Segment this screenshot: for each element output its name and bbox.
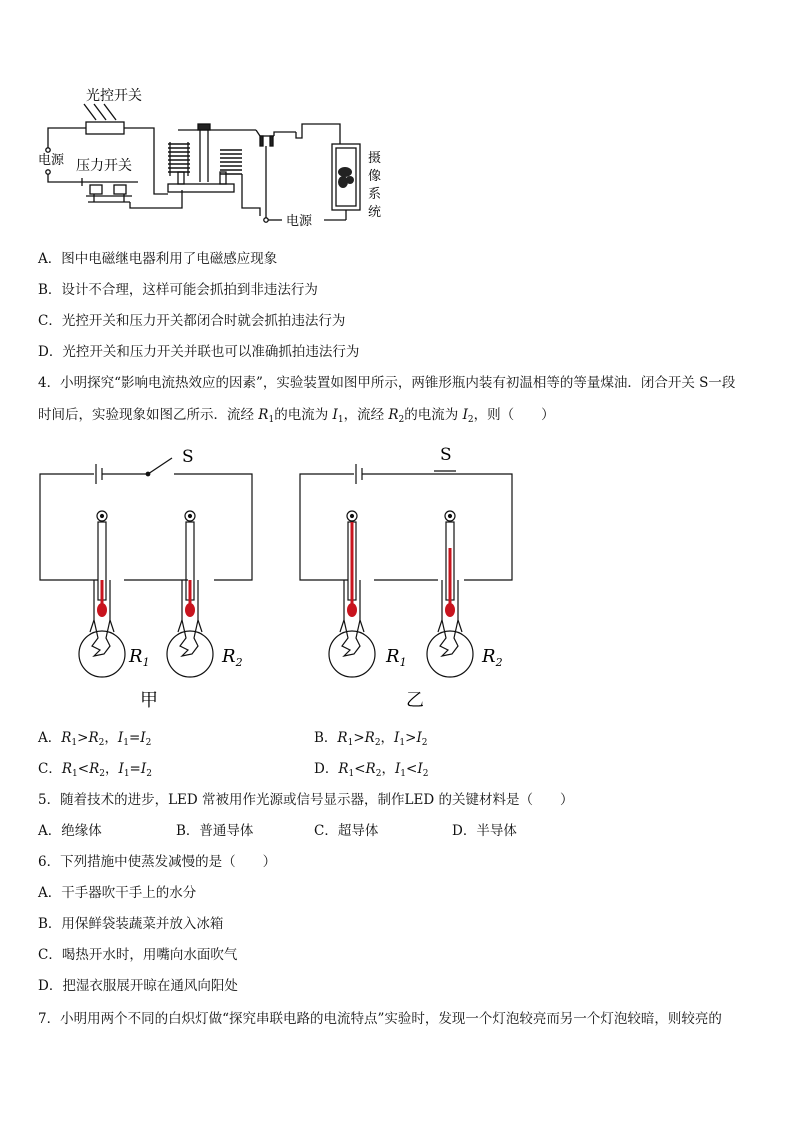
camera-icon [338,167,354,188]
power-label-bottom: 电源 [286,214,313,229]
q6-option-c: C．喝热开水时，用嘴向水面吹气 [38,947,238,963]
yi-switch-label: S [440,445,452,465]
power-label-left: 电源 [38,153,65,168]
jia-r1-label: $R_1$ [129,646,150,669]
left-coil [168,144,190,172]
q4-option-a: A．$R_1>R_2$，$I_1=I_2$ [38,730,152,748]
yi-r1-label: $R_1$ [386,646,407,669]
q5-option-d: D．半导体 [452,823,517,839]
relay-circuit-figure [38,84,410,232]
camera-label-1: 摄 [368,151,382,166]
yi-r2-label: $R_2$ [482,646,503,669]
jia-switch-label: S [182,447,194,467]
q4-option-b: B．$R_1>R_2$，$I_1>I_2$ [314,730,428,748]
camera-label-2: 像 [368,169,382,184]
figure-jia [38,440,264,710]
q5-option-c: C．超导体 [314,823,379,839]
figure-yi [298,440,524,710]
q4-option-d: D．$R_1<R_2$，$I_1<I_2$ [314,761,429,779]
q5-option-b: B．普通导体 [176,823,254,839]
right-coil [220,150,242,174]
q5-option-a: A．绝缘体 [38,823,102,839]
q6-option-b: B．用保鲜袋装蔬菜并放入冰箱 [38,916,224,932]
q4-stem-line2: 时间后，实验现象如图乙所示．流经 $R_1$的电流为 $I_1$，流经 $R_2$的电流为 $I_2$，则（ ） [38,407,555,425]
camera-label-4: 统 [368,205,382,220]
q7-stem: 7．小明用两个不同的白炽灯做“探究串联电路的电流特点”实验时，发现一个灯泡较亮而另一个灯泡较暗，则较亮的 [38,1011,722,1027]
pressure-switch-label: 压力开关 [76,158,132,174]
q3-option-b: B．设计不合理，这样可能会抓拍到非违法行为 [38,282,318,298]
q3-option-c: C．光控开关和压力开关都闭合时就会抓拍违法行为 [38,313,346,329]
jia-caption: 甲 [140,690,158,710]
q3-option-d: D．光控开关和压力开关并联也可以准确抓拍违法行为 [38,344,360,360]
jia-r2-label: $R_2$ [222,646,243,669]
q4-option-c: C．$R_1<R_2$，$I_1=I_2$ [38,761,152,779]
camera-label-3: 系 [368,187,382,202]
q5-stem: 5．随着技术的进步，LED 常被用作光源或信号显示器，制作LED 的关键材料是（ ） [38,792,574,808]
q6-option-d: D．把湿衣服展开晾在通风向阳处 [38,978,238,994]
q6-option-a: A．干手器吹干手上的水分 [38,885,197,901]
q3-option-a: A．图中电磁继电器利用了电磁感应现象 [38,251,278,267]
yi-caption: 乙 [406,690,424,710]
light-switch-box [86,122,124,134]
light-switch-label: 光控开关 [86,88,142,104]
q4-stem-line1: 4．小明探究“影响电流热效应的因素”，实验装置如图甲所示，两锥形瓶内装有初温相等的等量煤油．闭合开关 S一段 [38,375,736,391]
q6-stem: 6．下列措施中使蒸发减慢的是（ ） [38,854,277,870]
